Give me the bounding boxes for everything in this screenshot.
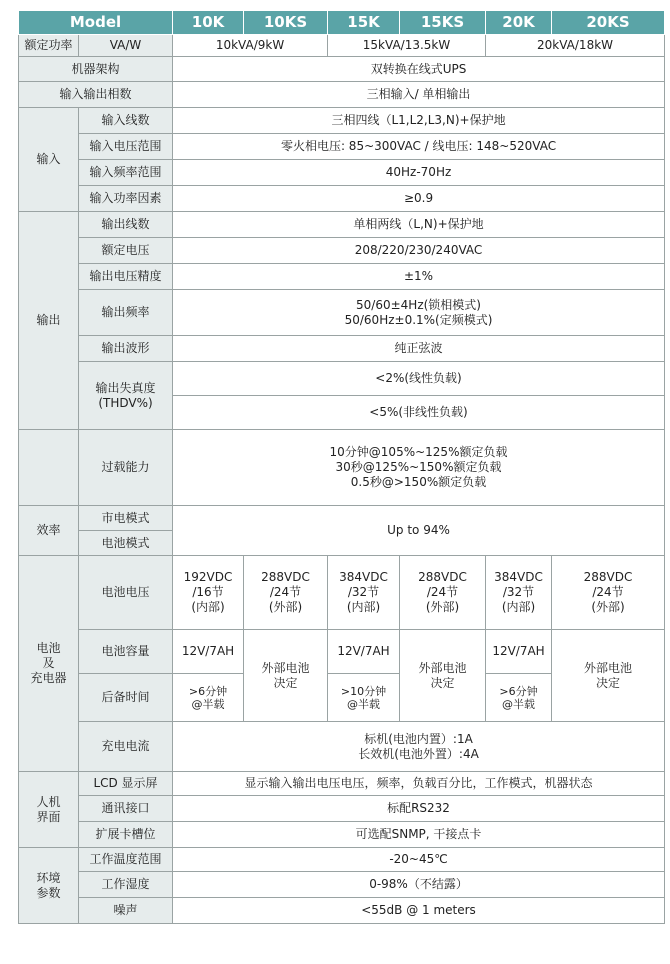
output-group-label: 输出 <box>19 212 79 430</box>
input-frequency-value: 40Hz-70Hz <box>173 160 665 186</box>
battery-row <box>19 556 665 630</box>
phases-value: 三相输入/ 单相输出 <box>173 82 665 108</box>
env-temp-value: -20~45℃ <box>173 848 665 872</box>
battery-row <box>19 722 665 772</box>
hmi-row <box>19 822 665 848</box>
model-15ks: 15KS <box>400 11 486 35</box>
rated-power-20k: 20kVA/18kW <box>486 35 665 57</box>
spec-table <box>18 10 665 924</box>
env-row <box>19 848 665 872</box>
output-thd-linear: <2%(线性负载) <box>173 362 665 396</box>
model-15k: 15K <box>328 11 400 35</box>
rated-power-15k: 15kVA/13.5kW <box>328 35 486 57</box>
output-waveform-value: 纯正弦波 <box>173 336 665 362</box>
env-row <box>19 872 665 898</box>
model-10ks: 10KS <box>244 11 328 35</box>
battery-voltage-20k: 384VDC /32节 (内部) <box>486 556 552 630</box>
backup-time-20k: >6分钟 @半载 <box>486 674 552 722</box>
rated-power-10k: 10kVA/9kW <box>173 35 328 57</box>
output-row <box>19 212 665 238</box>
battery-voltage-10ks: 288VDC /24节 (外部) <box>244 556 328 630</box>
battery-capacity-15k: 12V/7AH <box>328 630 400 674</box>
input-wires-value: 三相四线（L1,L2,L3,N)+保护地 <box>173 108 665 134</box>
output-voltage-label: 额定电压 <box>79 238 173 264</box>
battery-row <box>19 630 665 674</box>
battery-capacity-10k: 12V/7AH <box>173 630 244 674</box>
architecture-value: 双转换在线式UPS <box>173 57 665 82</box>
output-frequency-label: 输出频率 <box>79 290 173 336</box>
output-row <box>19 290 665 336</box>
model-20ks: 20KS <box>552 11 665 35</box>
model-10k: 10K <box>173 11 244 35</box>
overload-value: 10分钟@105%~125%额定负载 30秒@125%~150%额定负载 0.5秒@>150%额定负载 <box>173 430 665 506</box>
env-temp-label: 工作温度范围 <box>79 848 173 872</box>
output-thd-label: 输出失真度 (THDV%) <box>79 362 173 430</box>
battery-capacity-20k: 12V/7AH <box>486 630 552 674</box>
output-thd-nonlinear: <5%(非线性负载) <box>173 396 665 430</box>
hmi-comm-label: 通讯接口 <box>79 796 173 822</box>
input-wires-label: 输入线数 <box>79 108 173 134</box>
env-noise-label: 噪声 <box>79 898 173 924</box>
phases-row <box>19 82 665 108</box>
battery-voltage-15ks: 288VDC /24节 (外部) <box>400 556 486 630</box>
efficiency-value: Up to 94% <box>173 506 665 556</box>
input-row <box>19 186 665 212</box>
model-header: Model <box>19 11 173 35</box>
architecture-label: 机器架构 <box>19 57 173 82</box>
output-voltage-value: 208/220/230/240VAC <box>173 238 665 264</box>
rated-power-row <box>19 35 665 57</box>
efficiency-row <box>19 506 665 531</box>
battery-capacity-label: 电池容量 <box>79 630 173 674</box>
architecture-row <box>19 57 665 82</box>
env-humidity-label: 工作湿度 <box>79 872 173 898</box>
hmi-group-label: 人机 界面 <box>19 772 79 848</box>
env-group-label: 环境 参数 <box>19 848 79 924</box>
overload-group-cell <box>19 430 79 506</box>
battery-voltage-20ks: 288VDC /24节 (外部) <box>552 556 665 630</box>
backup-time-label: 后备时间 <box>79 674 173 722</box>
efficiency-label: 效率 <box>19 506 79 556</box>
overload-row <box>19 430 665 506</box>
rated-power-label: 额定功率 <box>19 35 79 57</box>
overload-label: 过载能力 <box>79 430 173 506</box>
output-row <box>19 264 665 290</box>
efficiency-mode-battery: 电池模式 <box>79 531 173 556</box>
battery-capacity-15ks: 外部电池 决定 <box>400 630 486 722</box>
output-frequency-value: 50/60±4Hz(锁相模式) 50/60Hz±0.1%(定频模式) <box>173 290 665 336</box>
output-accuracy-label: 输出电压精度 <box>79 264 173 290</box>
output-wires-label: 输出线数 <box>79 212 173 238</box>
battery-capacity-20ks: 外部电池 决定 <box>552 630 665 722</box>
hmi-lcd-value: 显示输入输出电压电压，频率，负载百分比，工作模式，机器状态 <box>173 772 665 796</box>
phases-label: 输入输出相数 <box>19 82 173 108</box>
input-voltage-label: 输入电压范围 <box>79 134 173 160</box>
input-row <box>19 134 665 160</box>
battery-capacity-10ks: 外部电池 决定 <box>244 630 328 722</box>
hmi-row <box>19 772 665 796</box>
battery-voltage-10k: 192VDC /16节 (内部) <box>173 556 244 630</box>
input-voltage-value: 零火相电压: 85~300VAC / 线电压: 148~520VAC <box>173 134 665 160</box>
hmi-slot-value: 可选配SNMP, 干接点卡 <box>173 822 665 848</box>
hmi-slot-label: 扩展卡槽位 <box>79 822 173 848</box>
efficiency-mode-mains: 市电模式 <box>79 506 173 531</box>
header-row <box>19 11 665 35</box>
hmi-lcd-label: LCD 显示屏 <box>79 772 173 796</box>
rated-power-unit: VA/W <box>79 35 173 57</box>
output-wires-value: 单相两线（L,N)+保护地 <box>173 212 665 238</box>
input-pf-value: ≥0.9 <box>173 186 665 212</box>
backup-time-10k: >6分钟 @半载 <box>173 674 244 722</box>
charge-current-label: 充电电流 <box>79 722 173 772</box>
model-20k: 20K <box>486 11 552 35</box>
battery-voltage-label: 电池电压 <box>79 556 173 630</box>
backup-time-15k: >10分钟 @半载 <box>328 674 400 722</box>
output-row <box>19 362 665 396</box>
input-pf-label: 输入功率因素 <box>79 186 173 212</box>
input-frequency-label: 输入频率范围 <box>79 160 173 186</box>
env-humidity-value: 0-98%（不结露） <box>173 872 665 898</box>
output-row <box>19 238 665 264</box>
input-group-label: 输入 <box>19 108 79 212</box>
hmi-row <box>19 796 665 822</box>
hmi-comm-value: 标配RS232 <box>173 796 665 822</box>
output-waveform-label: 输出波形 <box>79 336 173 362</box>
env-row <box>19 898 665 924</box>
env-noise-value: <55dB @ 1 meters <box>173 898 665 924</box>
input-row <box>19 108 665 134</box>
battery-voltage-15k: 384VDC /32节 (内部) <box>328 556 400 630</box>
output-accuracy-value: ±1% <box>173 264 665 290</box>
input-row <box>19 160 665 186</box>
battery-group-label: 电池 及 充电器 <box>19 556 79 772</box>
charge-current-value: 标机(电池内置）:1A 长效机(电池外置）:4A <box>173 722 665 772</box>
output-row <box>19 336 665 362</box>
